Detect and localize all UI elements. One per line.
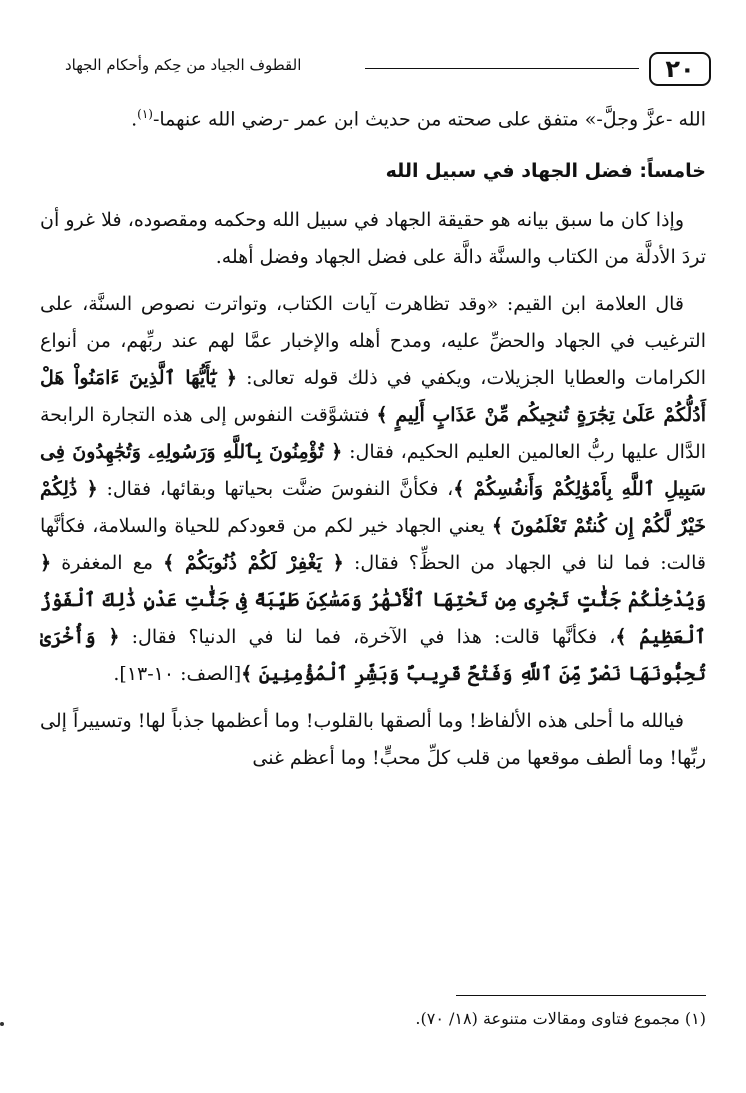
running-title: القطوف الجياد من حِكم وأحكام الجهاد [65, 56, 302, 74]
continuation-text: الله -عزَّ وجلَّ-» متفق على صحته من حديث ابن عمر -رضي الله عنهما- [152, 108, 706, 131]
verse-1: ﴿ يَٰٓأَيُّهَا ٱلَّذِينَ ءَامَنُواْ هَلْ أَدُلُّكُمْ عَلَىٰ تِجَٰرَةٍ تُنجِيكُم مِّنْ عَذَابٍ أَلِيمٍ ﴾ [40, 367, 706, 427]
paragraph-3: فيالله ما أحلى هذه الألفاظ! وما ألصقها بالقلوب! وما أعظمها جذباً لها! وتسييراً إلى ربِّها! وما ألطف موقعها من قلب كلِّ محبٍّ! وما أعظم غنى [40, 710, 706, 770]
text-6: ، فكأنَّها قالت: هذا في الآخرة، فما لنا في الدنيا؟ فقال: [131, 626, 616, 649]
citation: [الصف: ١٠-١٣]. [113, 663, 242, 686]
verse-5: ﴿ وَيُدْخِلْكُمْ جَنَّٰتٍ تَجْرِى مِن تَحْتِهَا ٱلْأَنْهَٰرُ وَمَسَٰكِنَ طَيِّبَةً فِى جَنَّٰتِ عَدْنٍ ذَٰلِكَ ٱلْفَوْزُ ٱلْعَظِيمُ ﴾ [40, 552, 707, 649]
footnote-reference: (١) [137, 107, 153, 121]
text-4: يعني الجهاد خير لكم من قعودكم للحياة والسلامة، فكأنَّها قالت: فما لنا في الجهاد من الحظِّ؟ فقال: [40, 515, 706, 575]
footnote-rule [456, 995, 706, 996]
text-3: ، فكأنَّ النفوسَ ضنَّت بحياتها وبقائها، فقال: [106, 478, 454, 501]
text-2: فتشوَّقت النفوس إلى هذه التجارة الرابحة الدَّال عليها ربُّ العالمين العليم الحكيم، فقال: [40, 404, 706, 464]
page-number: ٢٠ [649, 52, 711, 86]
verse-2: ﴿ تُؤْمِنُونَ بِٱللَّهِ وَرَسُولِهِۦ وَتُجَٰهِدُونَ فِى سَبِيلِ ٱللَّهِ بِأَمْوَٰلِكُمْ وَأَنفُسِكُمْ ﴾ [40, 441, 706, 501]
verse-6: ﴿ وَأُخْرَىٰ تُحِبُّونَهَا نَصْرٌ مِّنَ ٱللَّهِ وَفَتْحٌ قَرِيبٌ وَبَشِّرِ ٱلْمُؤْمِنِينَ ﴾ [40, 626, 706, 686]
verse-4: ﴿ يَغْفِرْ لَكُمْ ذُنُوبَكُمْ ﴾ [163, 552, 344, 575]
main-text [40, 96, 706, 777]
text-5: مع المغفرة [61, 552, 154, 575]
footnote: (١) مجموع فتاوى ومقالات متنوعة (١٨/ ٧٠). [415, 1009, 706, 1028]
section-heading: خامساً: فضل الجهاد في سبيل الله [385, 160, 706, 183]
paragraph-2 [40, 286, 706, 693]
edge-mark [0, 1022, 4, 1026]
para2-intro: قال العلامة ابن القيم: «وقد تظاهرت آيات الكتاب، وتواترت نصوص السنَّة، على الترغيب في الجهاد والحضِّ عليه، ومدح أهله والإخبار عمَّا لهم عند ربِّهم، من أنواع الكرامات والعطايا الجزيلات، ويكفي في ذلك قوله تعالى: [40, 293, 706, 390]
header-rule [365, 68, 639, 69]
paragraph-1: وإذا كان ما سبق بيانه هو حقيقة الجهاد في سبيل الله وحكمه ومقصوده، فلا غرو أن تردَ الأدلَّة من الكتاب والسنَّة دالَّة على فضل الجهاد وفضل أهله. [40, 209, 706, 269]
verse-3: ﴿ ذَٰلِكُمْ خَيْرٌ لَّكُمْ إِن كُنتُمْ تَعْلَمُونَ ﴾ [40, 478, 706, 538]
page-header [65, 46, 711, 92]
continuation-paragraph: الله -عزَّ وجلَّ-» متفق على صحته من حديث ابن عمر -رضي الله عنهما-$^{(١)}$. [131, 107, 706, 131]
